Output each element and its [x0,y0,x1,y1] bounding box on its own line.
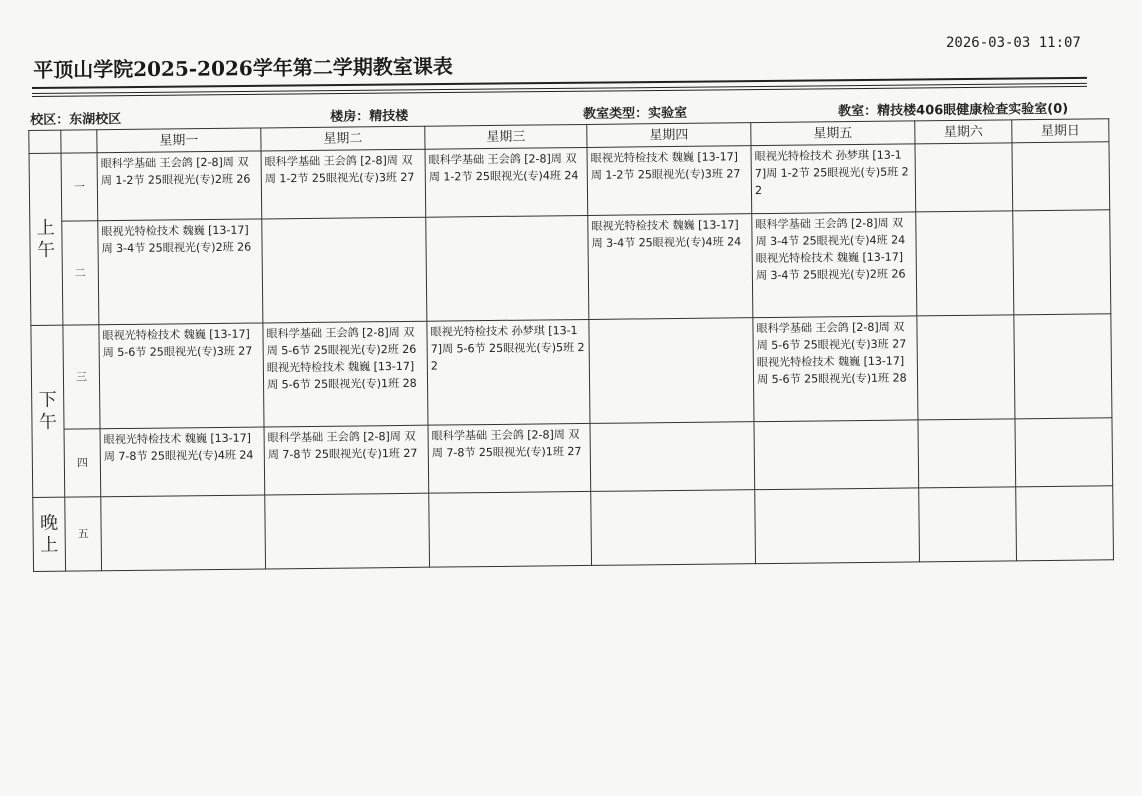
course-entry: 眼科学基础 王会鸽 [2-8]周 双周 3-4节 25眼视光(专)4班 24 [755,216,906,249]
period-morning: 上午 [29,153,63,325]
slot-row [32,418,1113,498]
course-entry: 眼科学基础 王会鸽 [2-8]周 双周 5-6节 25眼视光(专)3班 27 [756,320,907,353]
day-header: 星期一 [97,128,261,153]
course-entry: 眼科学基础 王会鸽 [2-8]周 双周 5-6节 25眼视光(专)2班 26 [266,325,417,358]
corner-cell [29,130,61,153]
slot-number: 一 [61,153,98,221]
timetable-cell [755,488,920,564]
day-header: 星期四 [587,123,751,148]
timetable-cell [429,491,592,567]
timetable-cell [101,495,266,571]
room-type-label: 教室类型：实验室 [583,105,688,122]
timetable-cell [589,318,754,424]
campus-label: 校区：东湖校区 [30,111,122,128]
period-afternoon: 下午 [31,325,65,497]
course-entry: 眼科学基础 王会鸽 [2-8]周 双周 1-2节 25眼视光(专)2班 26 [100,155,251,188]
course-entry: 眼科学基础 王会鸽 [2-8]周 双周 7-8节 25眼视光(专)1班 27 [431,428,582,460]
timetable-cell [587,146,752,216]
course-entry: 眼视光特检技术 魏巍 [13-17]周 3-4节 25眼视光(专)2班 26 [101,223,252,256]
timetable-cell [917,315,1015,420]
slot-number: 五 [65,497,102,571]
course-entry: 眼科学基础 王会鸽 [2-8]周 双周 1-2节 25眼视光(专)3班 27 [264,153,415,186]
timetable-cell [425,147,588,217]
slot-number: 四 [64,429,101,497]
timetable-cell [1013,210,1111,315]
print-timestamp: 2026-03-03 11:07 [946,35,1081,51]
page-title: 平顶山学院2025-2026学年第二学期教室课表 [33,54,453,82]
timetable-cell [426,215,589,321]
room-label: 教室：精技楼406眼健康检查实验室(0) [838,101,1069,120]
day-header: 星期三 [425,124,587,149]
timetable-cell [919,487,1017,562]
corner-cell [61,130,97,153]
timetable-cell [918,419,1016,488]
timetable-cell [98,219,263,325]
slot-row [30,210,1111,326]
slot-row [33,486,1114,572]
course-entry: 眼视光特检技术 魏巍 [13-17]周 5-6节 25眼视光(专)1班 28 [756,354,907,387]
course-entry: 眼视光特检技术 孙梦琪 [13-17]周 5-6节 25眼视光(专)5班 22 [430,324,585,373]
course-entry: 眼视光特检技术 魏巍 [13-17]周 1-2节 25眼视光(专)3班 27 [590,150,741,182]
timetable-cell [428,423,591,493]
slot-row [29,142,1110,222]
timetable-cell [261,149,426,219]
timetable [28,118,1114,572]
course-entry: 眼视光特检技术 魏巍 [13-17]周 5-6节 25眼视光(专)1班 28 [266,359,417,392]
timetable-cell [752,212,917,318]
timetable-cell [591,490,756,566]
timetable-cell [1016,486,1114,561]
course-entry: 眼视光特检技术 魏巍 [13-17]周 7-8节 25眼视光(专)4班 24 [103,431,254,464]
day-header: 星期二 [261,126,425,151]
course-entry: 眼科学基础 王会鸽 [2-8]周 双周 1-2节 25眼视光(专)4班 24 [428,152,579,184]
timetable-cell [97,151,262,221]
slot-number: 三 [63,325,100,429]
course-entry: 眼视光特检技术 孙梦琪 [13-17]周 1-2节 25眼视光(专)5班 22 [754,148,909,198]
timetable-cell [427,319,590,425]
timetable-cell [1014,314,1112,419]
timetable-cell [754,420,919,490]
course-entry: 眼视光特检技术 魏巍 [13-17]周 3-4节 25眼视光(专)4班 24 [591,218,742,250]
timetable-cell [916,211,1014,316]
timetable-cell [99,323,264,429]
course-entry: 眼视光特检技术 魏巍 [13-17]周 5-6节 25眼视光(专)3班 27 [102,327,253,360]
timetable-cell [753,316,918,422]
timetable-cell [265,493,430,569]
timetable-cell [1015,418,1113,487]
building-label: 楼房：精技楼 [330,108,409,125]
timetable-cell [262,217,427,323]
timetable-cell [588,214,753,320]
timetable-cell [590,422,755,492]
timetable-cell [751,144,916,214]
course-entry: 眼视光特检技术 魏巍 [13-17]周 3-4节 25眼视光(专)2班 26 [755,250,906,283]
course-entry: 眼科学基础 王会鸽 [2-8]周 双周 7-8节 25眼视光(专)1班 27 [267,429,418,462]
day-header: 星期日 [1012,119,1109,143]
timetable-cell [915,143,1013,212]
timetable-cell [100,427,265,497]
timetable-cell [263,321,428,427]
day-header: 星期五 [751,121,915,146]
slot-number: 二 [62,221,99,325]
timetable-cell [1012,142,1110,211]
timetable-sheet [28,92,1117,572]
timetable-cell [264,425,429,495]
slot-row [31,314,1112,430]
day-header: 星期六 [915,120,1012,144]
period-evening: 晚上 [33,497,66,571]
